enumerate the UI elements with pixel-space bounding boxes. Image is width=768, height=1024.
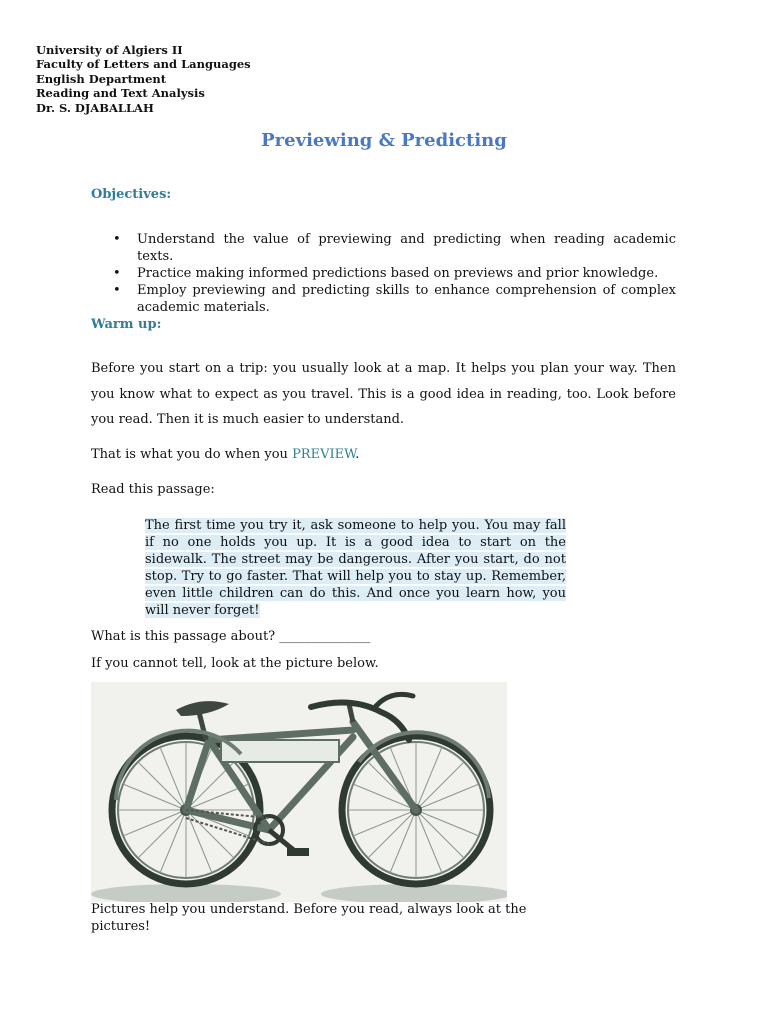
bicycle-picture [91, 682, 507, 902]
warmup-heading: Warm up: [91, 317, 162, 332]
bullet-icon: • [113, 232, 121, 247]
bullet-icon: • [113, 283, 121, 298]
picture-caption: Pictures help you understand. Before you read, always look at the pictures! [91, 902, 527, 934]
hint-line: If you cannot tell, look at the picture below. [91, 656, 379, 671]
reading-passage [145, 517, 566, 619]
preview-line-end: . [355, 447, 360, 462]
warmup-paragraph: Before you start on a trip: you usually look at a map. It helps you plan your way. Then you know what to expect as you travel. This is a good idea in reading, too. Look before you read. Then it is much easier to understand. [91, 361, 676, 427]
objectives-heading: Objectives: [91, 187, 172, 202]
passage-text: The first time you try it, ask someone to help you. You may fall if no one holds you up. It is a good idea to start on the sidewalk. The street may be dangerous. After you start, do not stop. Try to go faster. That will help you to stay up. Remember, even little children can do this. And once you learn how, you will never forget! [145, 518, 566, 618]
preview-keyword: PREVIEW [292, 447, 356, 462]
preview-line-text: That is what you do when you [91, 447, 293, 462]
objective-text: Understand the value of previewing and predicting when reading academic texts. [137, 232, 676, 264]
objectives-list [91, 231, 676, 316]
objective-text: Employ previewing and predicting skills to enhance comprehension of complex academic materials. [137, 283, 676, 315]
header-course: Reading and Text Analysis [36, 86, 205, 101]
list-item [91, 265, 676, 282]
header-university: University of Algiers II [36, 43, 183, 57]
bullet-icon: • [113, 266, 121, 281]
read-prompt: Read this passage: [91, 482, 215, 497]
objective-text: Practice making informed predictions based on previews and prior knowledge. [137, 266, 659, 281]
page-title: Previewing & Predicting [261, 130, 507, 151]
bicycle-icon [91, 682, 507, 902]
header-faculty: Faculty of Letters and Languages [36, 57, 251, 72]
header-instructor: Dr. S. DJABALLAH [36, 100, 154, 115]
header-department: English Department [36, 71, 167, 86]
preview-line [91, 446, 676, 464]
list-item [91, 231, 676, 265]
question-line: What is this passage about? ______________ [91, 629, 371, 644]
list-item [91, 282, 676, 316]
institution-header [36, 43, 251, 115]
